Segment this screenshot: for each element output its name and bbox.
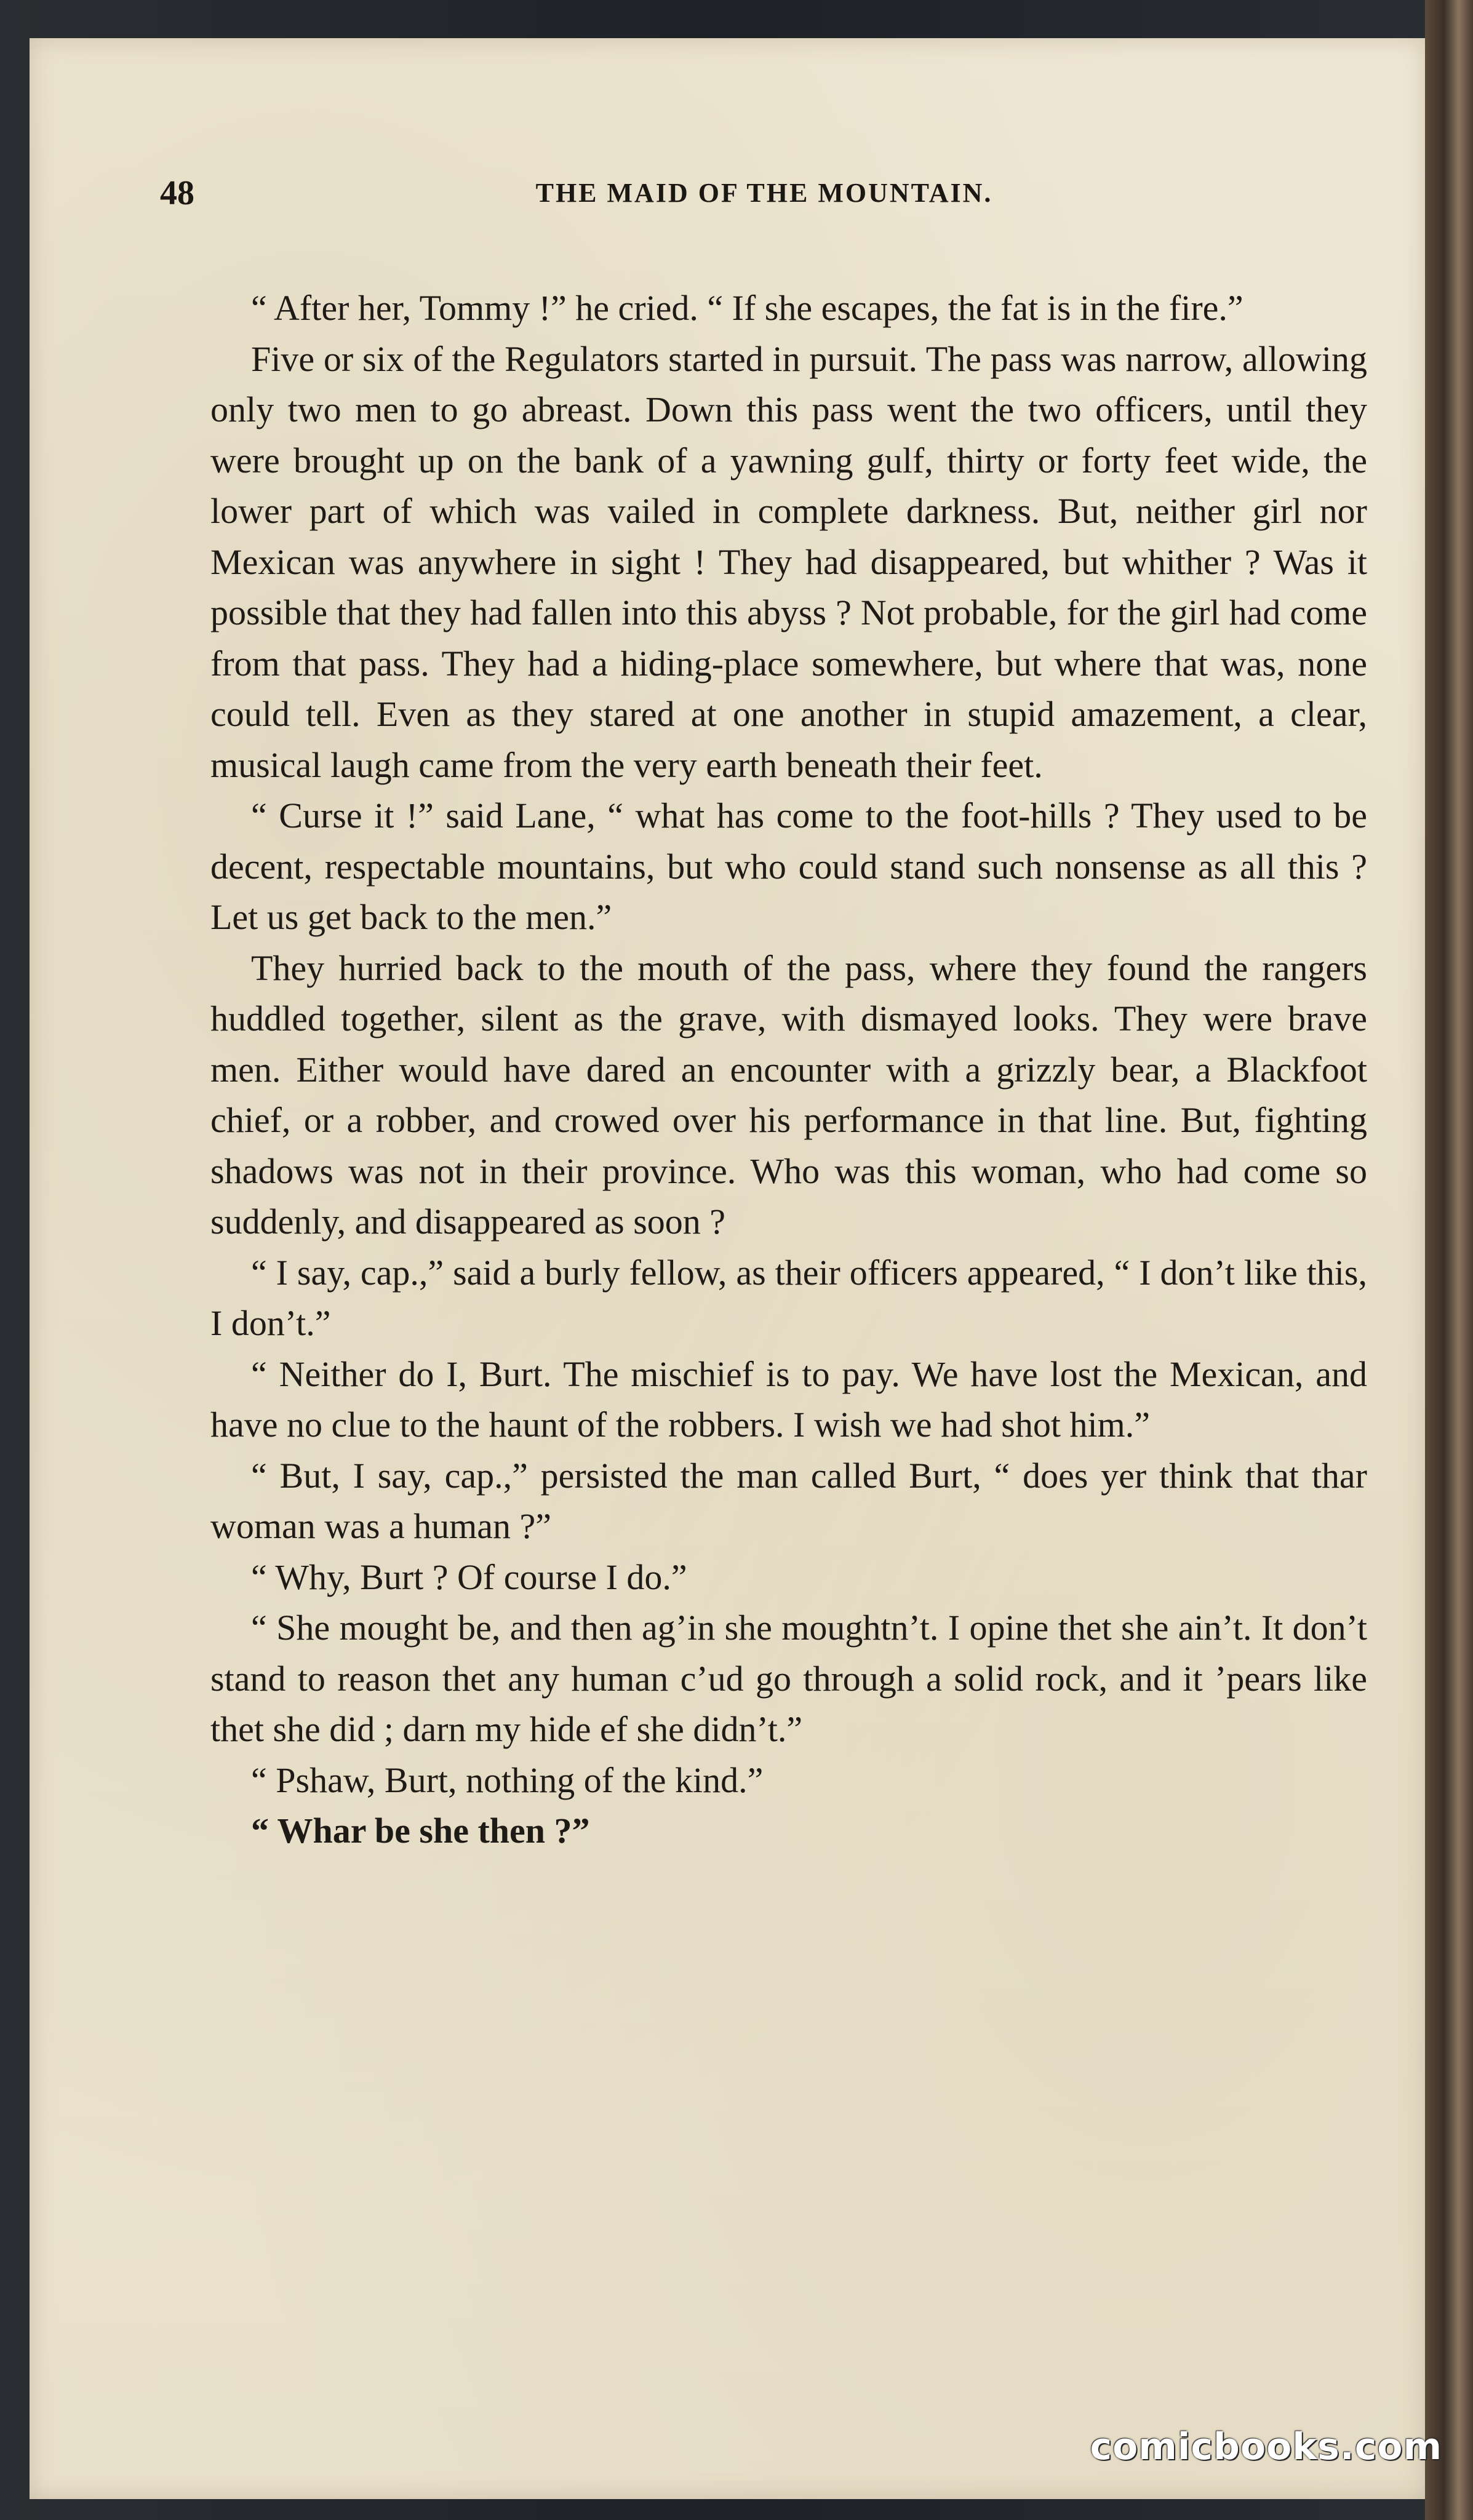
body-text <box>210 283 1367 1857</box>
paragraph: “ But, I say, cap.,” persisted the man called Burt, “ does yer think that thar woman was a human ?” <box>210 1455 1367 1546</box>
running-head: THE MAID OF THE MOUNTAIN. <box>535 178 993 208</box>
paragraph: “ After her, Tommy !” he cried. “ If she escapes, the fat is in the fire.” <box>251 288 1243 328</box>
paragraph: “ Pshaw, Burt, nothing of the kind.” <box>251 1760 764 1800</box>
book-spine-edge <box>1425 0 1473 2520</box>
paragraph: “ Neither do I, Burt. The mischief is to pay. We have lost the Mexican, and have no clue to the haunt of the robbers. I wish we had shot him.” <box>210 1354 1367 1445</box>
paragraph: They hurried back to the mouth of the pass, where they found the rangers huddled together, silent as the grave, with dismayed looks. They were brave men. Either would have dared an encounter with a grizzly bear, a Blackfoot chief, or a robber, and crowed over his performance in that line. But, fighting shadows was not in their province. Who was this woman, who had come so suddenly, and disappeared as soon ? <box>210 947 1367 1242</box>
watermark-logo: comicbooks.com <box>1090 2425 1442 2468</box>
paragraph: “ I say, cap.,” said a burly fellow, as their officers appeared, “ I don’t like this, I don’t.” <box>210 1252 1367 1343</box>
paragraph: “ Why, Burt ? Of course I do.” <box>251 1557 687 1597</box>
paragraph: “ Whar be she then ?” <box>251 1811 590 1851</box>
page-number: 48 <box>160 174 194 212</box>
paragraph: Five or six of the Regulators started in pursuit. The pass was narrow, allowing only two men to go abreast. Down this pass went the two officers, until they were brought up on the bank of a yawning gulf, thirty or forty feet wide, the lower part of which was vailed in complete darkness. But, neither girl nor Mexican was anywhere in sight ! They had disappeared, but whither ? Was it possible that they had fallen into this abyss ? Not probable, for the girl had come from that pass. They had a hiding-place somewhere, but where that was, none could tell. Even as they stared at one another in stupid amazement, a clear, musical laugh came from the very earth beneath their feet. <box>210 338 1367 785</box>
paragraph: “ She mought be, and then ag’in she moughtn’t. I opine thet she ain’t. It don’t stand to reason thet any human c’ud go through a solid rock, and it ’pears like thet she did ; darn my hide ef she didn’t.” <box>210 1608 1367 1749</box>
paragraph: “ Curse it !” said Lane, “ what has come to the foot-hills ? They used to be decent, respectable mountains, but who could stand such nonsense as all this ? Let us get back to the men.” <box>210 795 1367 937</box>
page-header <box>30 173 1425 223</box>
